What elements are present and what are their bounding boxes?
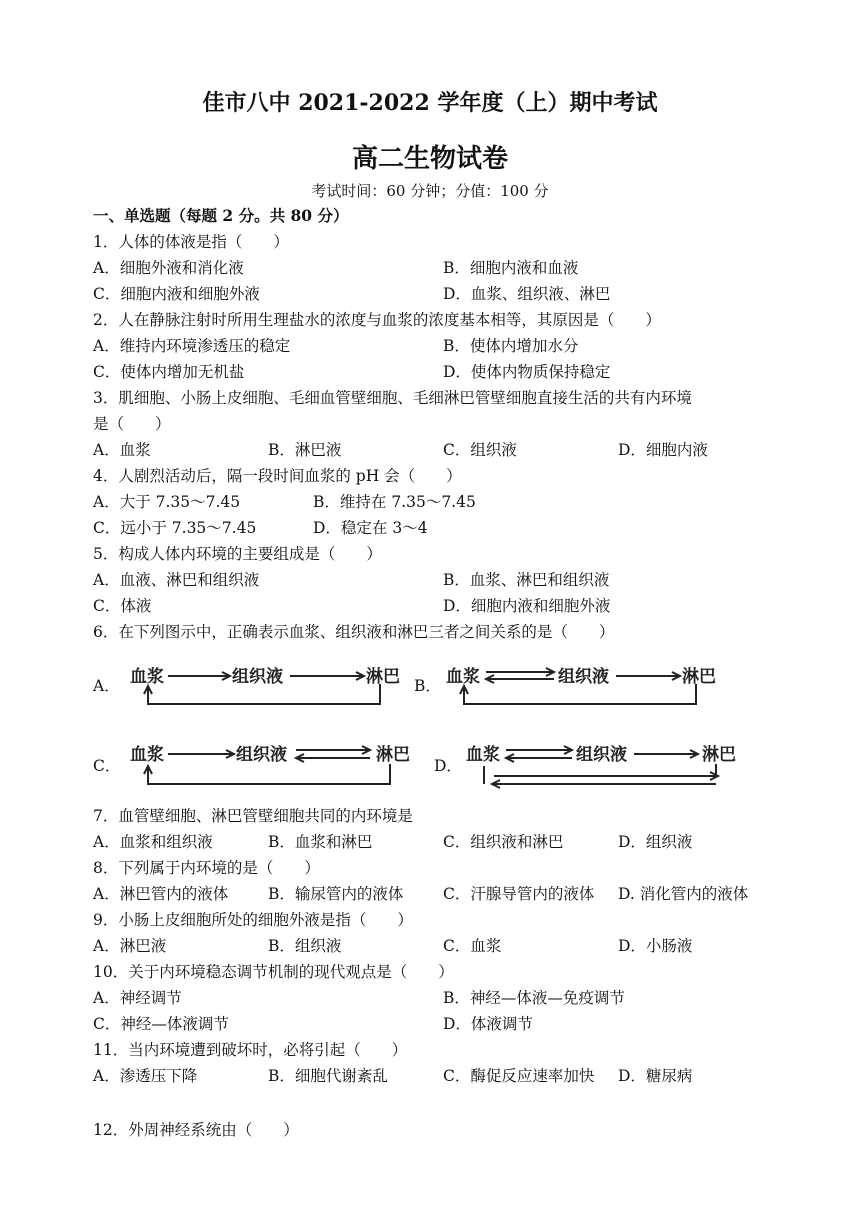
q4-option-a: A．大于 7.35～7.45 xyxy=(93,493,241,511)
q6-option-c: C． xyxy=(93,757,121,775)
question-7-stem: 7．血管壁细胞、淋巴管壁细胞共同的内环境是 xyxy=(93,807,413,825)
q2-option-b: B．使体内增加水分 xyxy=(443,337,579,355)
section-heading: 一、单选题（每题 2 分。共 80 分） xyxy=(93,206,349,225)
q4-option-b: B．维持在 7.35～7.45 xyxy=(313,493,476,511)
q6-option-b: B． xyxy=(414,677,441,695)
node-plasma: 血浆 xyxy=(466,745,500,765)
q11-option-b: B．细胞代谢紊乱 xyxy=(268,1067,388,1085)
q7-option-b: B．血浆和淋巴 xyxy=(268,833,373,851)
q7-option-a: A．血浆和组织液 xyxy=(93,833,213,851)
q5-option-d: D．细胞内液和细胞外液 xyxy=(443,597,611,615)
q3-option-b: B．淋巴液 xyxy=(268,441,342,459)
question-8-stem: 8．下列属于内环境的是（ ） xyxy=(93,859,320,877)
q11-option-c: C．酶促反应速率加快 xyxy=(443,1067,595,1085)
q4-option-c: C．远小于 7.35～7.45 xyxy=(93,519,257,537)
exam-title: 佳市八中 2021-2022 学年度（上）期中考试 xyxy=(202,90,658,116)
q6-option-a: A． xyxy=(93,677,120,695)
q2-option-c: C．使体内增加无机盐 xyxy=(93,363,245,381)
q9-option-c: C．血浆 xyxy=(443,937,502,955)
q1-option-d: D．血浆、组织液、淋巴 xyxy=(443,285,611,303)
q5-option-b: B．血浆、淋巴和组织液 xyxy=(443,571,610,589)
q6-diagram-b xyxy=(444,660,734,710)
q10-option-c: C．神经—体液调节 xyxy=(93,1015,229,1033)
arrow-lymph-to-plasma xyxy=(464,684,696,704)
exam-subtitle: 高二生物试卷 xyxy=(351,144,508,174)
q8-option-a: A．淋巴管内的液体 xyxy=(93,885,229,903)
q6-diagram-d xyxy=(464,740,754,790)
q9-option-d: D．小肠液 xyxy=(618,937,693,955)
q7-option-c: C．组织液和淋巴 xyxy=(443,833,564,851)
node-lymph: 淋巴 xyxy=(376,745,410,765)
q7-option-d: D．组织液 xyxy=(618,833,693,851)
node-lymph: 淋巴 xyxy=(366,667,400,687)
q11-option-a: A．渗透压下降 xyxy=(93,1067,198,1085)
node-lymph: 淋巴 xyxy=(682,667,716,687)
node-plasma: 血浆 xyxy=(130,745,164,765)
q3-option-a: A．血浆 xyxy=(93,441,151,459)
node-tissue-fluid: 组织液 xyxy=(232,667,283,687)
q10-option-b: B．神经—体液—免疫调节 xyxy=(443,989,625,1007)
q8-option-c: C．汗腺导管内的液体 xyxy=(443,885,595,903)
question-4-stem: 4．人剧烈活动后，隔一段时间血浆的 pH 会（ ） xyxy=(93,467,462,485)
q9-option-b: B．组织液 xyxy=(268,937,342,955)
q1-option-c: C．细胞内液和细胞外液 xyxy=(93,285,260,303)
question-12-stem: 12．外周神经系统由（ ） xyxy=(93,1121,299,1139)
q5-option-a: A．血液、淋巴和组织液 xyxy=(93,571,260,589)
question-3-stem-cont: 是（ ） xyxy=(93,415,171,433)
arrow-lymph-to-plasma xyxy=(148,684,380,704)
q3-option-c: C．组织液 xyxy=(443,441,517,459)
q9-option-a: A．淋巴液 xyxy=(93,937,167,955)
node-plasma: 血浆 xyxy=(446,667,480,687)
q5-option-c: C．体液 xyxy=(93,597,152,615)
question-9-stem: 9．小肠上皮细胞所处的细胞外液是指（ ） xyxy=(93,911,413,929)
q10-option-a: A．神经调节 xyxy=(93,989,182,1007)
q2-option-d: D．使体内物质保持稳定 xyxy=(443,363,611,381)
question-1-stem: 1．人体的体液是指（ ） xyxy=(93,233,289,251)
question-10-stem: 10．关于内环境稳态调节机制的现代观点是（ ） xyxy=(93,963,454,981)
q11-option-d: D．糖尿病 xyxy=(618,1067,693,1085)
q1-option-b: B．细胞内液和血液 xyxy=(443,259,579,277)
exam-meta: 考试时间：60 分钟；分值：100 分 xyxy=(311,182,549,200)
q2-option-a: A．维持内环境渗透压的稳定 xyxy=(93,337,291,355)
arrow-lymph-to-plasma xyxy=(148,764,390,784)
node-lymph: 淋巴 xyxy=(702,745,736,765)
q10-option-d: D．体液调节 xyxy=(443,1015,533,1033)
node-tissue-fluid: 组织液 xyxy=(576,745,627,765)
q6-option-d: D． xyxy=(434,757,462,775)
q3-option-d: D．细胞内液 xyxy=(618,441,708,459)
question-2-stem: 2．人在静脉注射时所用生理盐水的浓度与血浆的浓度基本相等，其原因是（ ） xyxy=(93,311,661,329)
q1-option-a: A．细胞外液和消化液 xyxy=(93,259,244,277)
node-tissue-fluid: 组织液 xyxy=(236,745,287,765)
q6-diagram-a xyxy=(128,660,418,710)
question-6-stem: 6．在下列图示中，正确表示血浆、组织液和淋巴三者之间关系的是（ ） xyxy=(93,623,615,641)
question-11-stem: 11．当内环境遭到破坏时，必将引起（ ） xyxy=(93,1041,408,1059)
q8-option-d: D. 消化管内的液体 xyxy=(618,885,749,903)
q4-option-d: D．稳定在 3～4 xyxy=(313,519,428,537)
node-plasma: 血浆 xyxy=(130,667,164,687)
question-3-stem: 3．肌细胞、小肠上皮细胞、毛细血管壁细胞、毛细淋巴管壁细胞直接生活的共有内环境 xyxy=(93,389,692,407)
question-5-stem: 5．构成人体内环境的主要组成是（ ） xyxy=(93,545,382,563)
q6-diagram-c xyxy=(128,740,418,790)
q8-option-b: B．输尿管内的液体 xyxy=(268,885,404,903)
node-tissue-fluid: 组织液 xyxy=(558,667,609,687)
